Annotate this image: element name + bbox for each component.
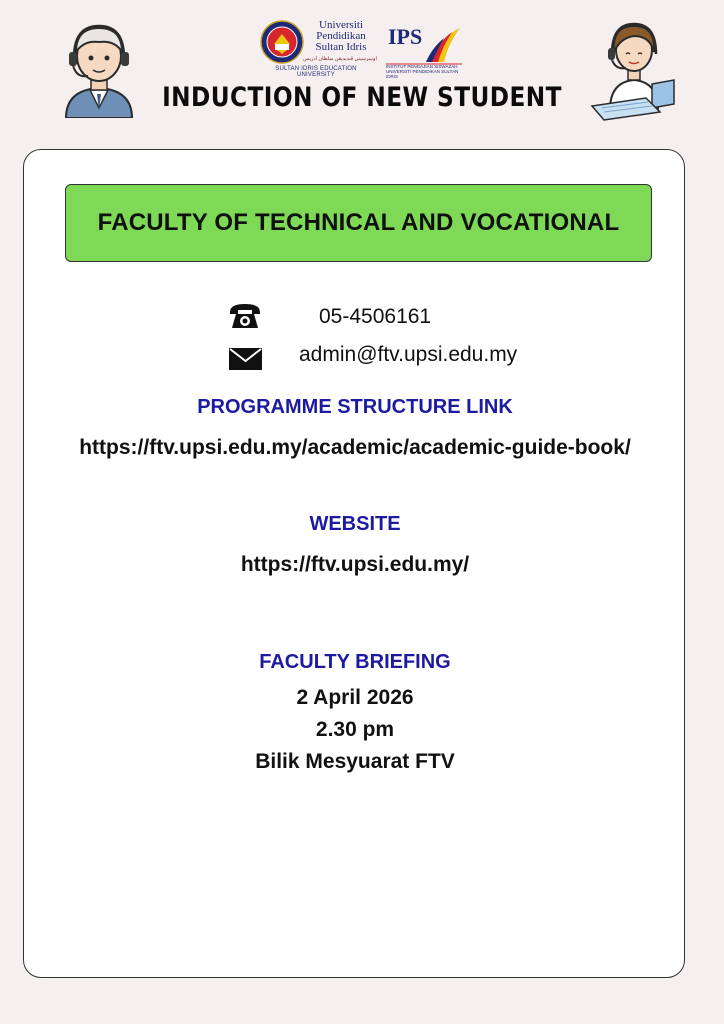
upsi-name-line-3: Sultan Idris <box>315 41 367 53</box>
upsi-name-line-2: Pendidikan <box>316 30 366 42</box>
programme-structure-url[interactable]: https://ftv.upsi.edu.my/academic/academic-guide-book/ <box>79 436 631 459</box>
support-agent-avatar-icon <box>60 18 138 118</box>
briefing-venue: Bilik Mesyuarat FTV <box>255 750 455 773</box>
faculty-title: FACULTY OF TECHNICAL AND VOCATIONAL <box>97 209 620 236</box>
telephone-icon <box>228 302 262 330</box>
phone-number[interactable]: 05-4506161 <box>319 305 432 328</box>
email-address[interactable]: admin@ftv.upsi.edu.my <box>299 343 518 366</box>
upsi-name <box>308 20 374 53</box>
page-title: INDUCTION OF NEW STUDENT <box>162 82 562 113</box>
ips-name: IPS <box>388 24 423 49</box>
support-agent-keyboard-icon <box>590 18 676 122</box>
website-url[interactable]: https://ftv.upsi.edu.my/ <box>240 553 470 576</box>
faculty-briefing-label: FACULTY BRIEFING <box>259 651 451 673</box>
programme-structure-label: PROGRAMME STRUCTURE LINK <box>197 396 513 418</box>
briefing-time: 2.30 pm <box>315 718 395 741</box>
upsi-subtitle: SULTAN IDRIS EDUCATION UNIVERSITY <box>275 66 357 78</box>
upsi-crest-logo <box>260 20 304 64</box>
upsi-name-line-1: Universiti <box>319 19 363 31</box>
header <box>0 0 724 140</box>
email-icon <box>229 348 262 370</box>
upsi-jawi-text: اونيبرسيتي ڤنديديقن سلطان ادريس <box>303 56 377 62</box>
faculty-banner <box>65 184 652 262</box>
info-card <box>23 149 685 978</box>
website-label: WEBSITE <box>309 513 401 535</box>
briefing-date: 2 April 2026 <box>296 686 414 709</box>
ips-subtitle: INSTITUT PENGAJIAN SISWAZAH UNIVERSITI PENDIDIKAN SULTAN IDRIS <box>386 64 459 79</box>
